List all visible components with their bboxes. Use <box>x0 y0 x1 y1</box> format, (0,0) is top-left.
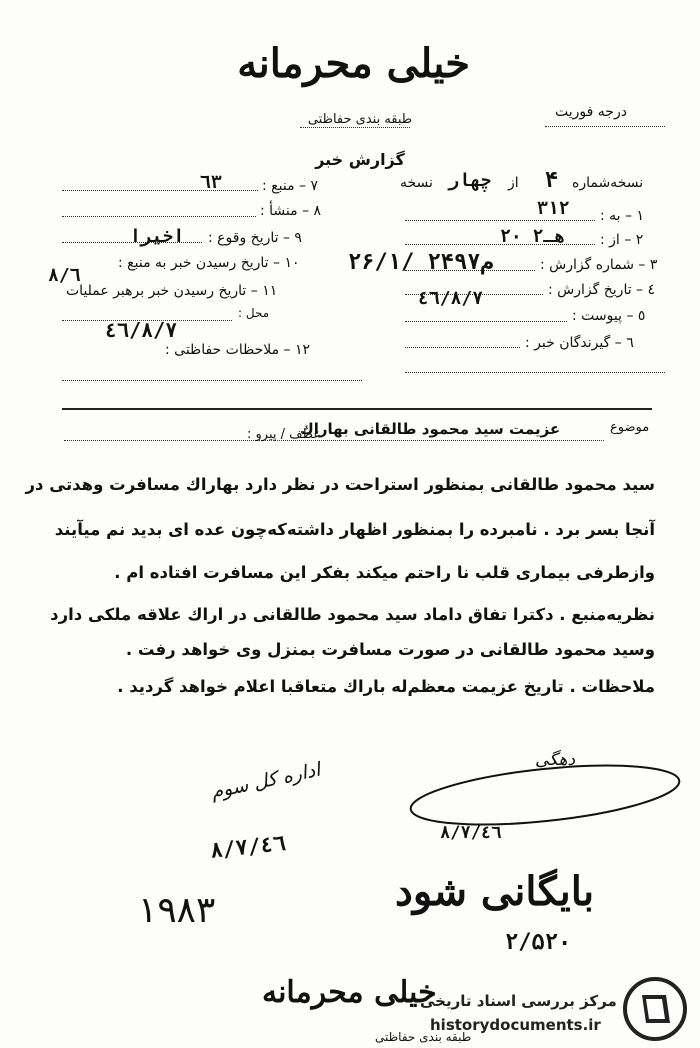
date-left: ٤٦/۸/۷ <box>208 831 287 863</box>
field-6-line-2 <box>405 372 665 373</box>
field-10-label: ۱۰ – تاریخ رسیدن خبر به منبع : <box>118 255 300 271</box>
copy-number-value: ۴ <box>545 168 559 193</box>
field-6-line <box>405 347 520 348</box>
field-12-line <box>62 380 362 381</box>
field-2-label: ۲ – از : <box>600 232 644 248</box>
reference-label: عطف / پیرو : <box>247 427 322 442</box>
classification-title: خیلی محرمانه <box>237 40 470 87</box>
divider <box>300 127 410 128</box>
date-right: ٤٦/۸/۷ <box>440 823 502 843</box>
watermark-name: مرکز بررسی اسناد تاریخی <box>420 992 617 1010</box>
field-1-line <box>405 220 595 221</box>
field-5-label: ٥ – پیوست : <box>572 308 646 324</box>
subject-label: موضوع <box>610 420 650 435</box>
field-11-label: ۱۱ – تاریخ رسیدن خبر برهبر عملیات <box>66 283 278 299</box>
field-1-value: ۳۱۲ <box>537 198 570 219</box>
field-12-label: ۱۲ – ملاحظات حفاظتی : <box>165 342 311 358</box>
copy-total-value: چهار <box>448 170 492 191</box>
subject-line <box>64 440 604 441</box>
field-2-value: ۲۰ هـ۲ <box>500 226 566 247</box>
signature-right: دهگی <box>535 750 576 770</box>
field-4-label: ٤ – تاریخ گزارش : <box>548 282 656 298</box>
field-3-value: ۲۶/۱/ ۲۴۹۷م <box>348 250 494 275</box>
body-line: آنجا بسر برد . نامبرده را بمنظور اظهار داشته‌که‌چون عده ای بدید نم میآیند <box>54 520 655 539</box>
body-line: وسید محمود طالقانی در صورت مسافرت بمنزل وی خواهد رفت . <box>125 640 655 659</box>
body-line: وازطرفی بیماری قلب نا راحتم میکند بفکر این مسافرت افتاده ام . <box>114 563 655 582</box>
copy-word: نسخه <box>400 175 433 191</box>
field-7-value: ٦۳ <box>200 172 222 193</box>
classification-subtitle: طبقه بندی حفاظتی <box>307 112 413 127</box>
field-1-label: ۱ – به : <box>600 208 645 224</box>
field-9-label: ۹ – تاریخ وقوع : <box>208 230 302 246</box>
signature-loop <box>405 760 685 830</box>
field-7-label: ۷ – منبع : <box>262 178 318 194</box>
document-center-logo-icon <box>620 975 690 1043</box>
section-divider <box>62 408 652 410</box>
priority-label: درجه فوریت <box>555 104 627 120</box>
field-6-label: ٦ – گیرندگان خبر : <box>525 335 634 351</box>
field-10-value: ۸/٦ <box>48 265 81 286</box>
field-8-line <box>62 216 256 217</box>
archive-note: بایگانی شود <box>395 868 595 915</box>
footer-classification: خیلی محرمانه <box>262 975 437 1010</box>
report-title: گزارش خبر <box>315 150 405 169</box>
body-line: ملاحظات . تاریخ عزیمت معظم‌له باراك متعاقبا اعلام خواهد گردید . <box>117 677 655 696</box>
field-5-line <box>405 321 567 322</box>
field-8-label: ۸ – منشأ : <box>260 203 322 219</box>
copy-of-label: از <box>508 175 519 191</box>
field-4-value: ٤٦/۸/۷ <box>418 288 484 309</box>
field-11-value: ٤٦/۸/۷ <box>105 318 178 342</box>
field-3-label: ۳ – شماره گزارش : <box>540 257 658 273</box>
signature-left: اداره کل سوم <box>208 758 323 804</box>
footer-subtitle: طبقه بندی حفاظتی <box>375 1030 472 1044</box>
field-11-place-label: محل : <box>238 306 270 320</box>
priority-line <box>545 126 665 127</box>
subject-value: عزیمت سید محمود طالقانی بهاراك <box>300 420 561 438</box>
field-9-value: اخیرا <box>130 226 185 247</box>
field-7-line <box>62 190 258 191</box>
body-line: سید محمود طالقانی بمنظور استراحت در نظر دارد بهاراك مسافرت وهدتی در <box>25 475 655 494</box>
archive-code: ۲/۵۲۰ <box>505 930 572 955</box>
body-line: نظریه‌منبع . دکترا تفاق داماد سید محمود طالقانی در اراك علاقه ملکی دارد <box>50 605 655 624</box>
file-number: ۱۹۸۳ <box>138 890 216 931</box>
watermark-url: historydocuments.ir <box>430 1016 601 1034</box>
copy-number-label: نسخه‌شماره <box>572 175 644 191</box>
